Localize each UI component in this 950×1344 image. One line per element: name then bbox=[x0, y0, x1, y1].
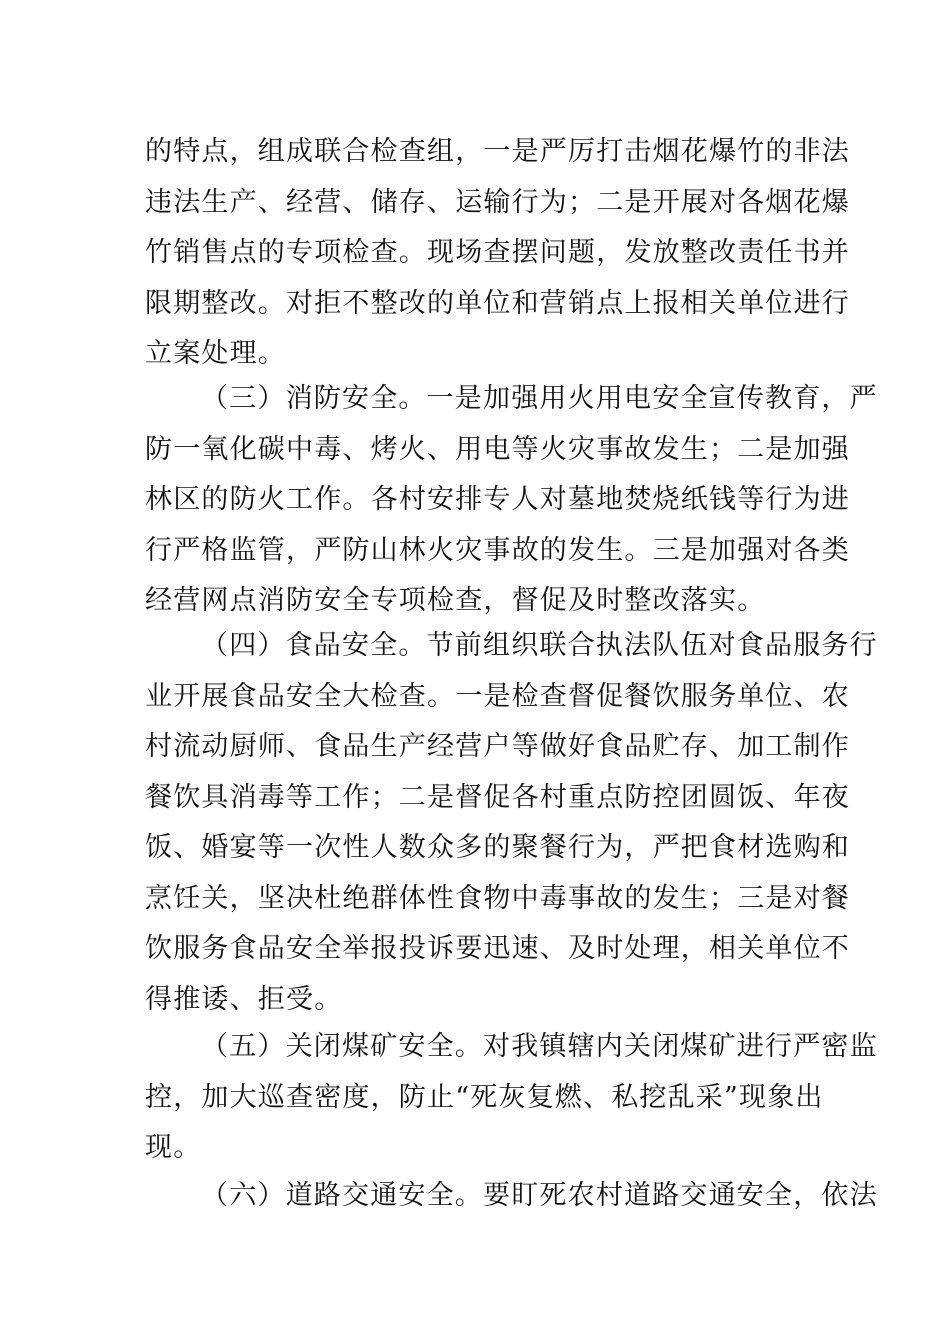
text-line: （六）道路交通安全。要盯死农村道路交通安全，依法 bbox=[201, 1180, 878, 1211]
paragraph-road-traffic bbox=[145, 1171, 878, 1222]
text-line: 饮服务食品安全举报投诉要迅速、及时处理，相关单位不 bbox=[145, 933, 850, 964]
text-line: 现。 bbox=[145, 1132, 202, 1163]
text-line: 村流动厨师、食品生产经营户等做好食品贮存、加工制作 bbox=[145, 731, 850, 762]
paragraph-fire-safety bbox=[145, 374, 878, 627]
text-line: 限期整改。对拒不整改的单位和营销点上报相关单位进行 bbox=[145, 287, 850, 319]
text-line: （五）关闭煤矿安全。对我镇辖内关闭煤矿进行严密监 bbox=[201, 1031, 878, 1062]
text-line: 林区的防火工作。各村安排专人对墓地焚烧纸钱等行为进 bbox=[145, 484, 850, 515]
text-line: 立案处理。 bbox=[145, 338, 286, 369]
paragraph-continuation bbox=[145, 127, 850, 380]
text-line: 饭、婚宴等一次性人数众多的聚餐行为，严把食材选购和 bbox=[145, 832, 850, 863]
text-line: 经营网点消防安全专项检查，督促及时整改落实。 bbox=[145, 585, 766, 616]
text-line: 违法生产、经营、储存、运输行为；二是开展对各烟花爆 bbox=[145, 186, 850, 218]
text-line: 烹饪关，坚决杜绝群体性食物中毒事故的发生；三是对餐 bbox=[145, 882, 850, 914]
text-line: 防一氧化碳中毒、烤火、用电等火灾事故发生；二是加强 bbox=[145, 433, 850, 465]
text-line: 业开展食品安全大检查。一是检查督促餐饮服务单位、农 bbox=[145, 680, 850, 712]
text-line: 得推诿、拒受。 bbox=[145, 983, 343, 1015]
text-line: 竹销售点的专项检查。现场查摆问题，发放整改责任书并 bbox=[145, 237, 850, 268]
paragraph-food-safety bbox=[145, 621, 878, 1025]
paragraph-coal-mine bbox=[145, 1022, 878, 1174]
text-line: （四）食品安全。节前组织联合执法队伍对食品服务行 bbox=[201, 630, 878, 661]
text-line: 控，加大巡查密度，防止“死灰复燃、私挖乱采”现象出 bbox=[145, 1081, 824, 1113]
text-line: 的特点，组成联合检查组，一是严厉打击烟花爆竹的非法 bbox=[145, 136, 850, 167]
text-line: 餐饮具消毒等工作；二是督促各村重点防控团圆饭、年夜 bbox=[145, 781, 850, 813]
text-line: 行严格监管，严防山林火灾事故的发生。三是加强对各类 bbox=[145, 534, 850, 566]
text-line: （三）消防安全。一是加强用火用电安全宣传教育，严 bbox=[201, 383, 878, 414]
